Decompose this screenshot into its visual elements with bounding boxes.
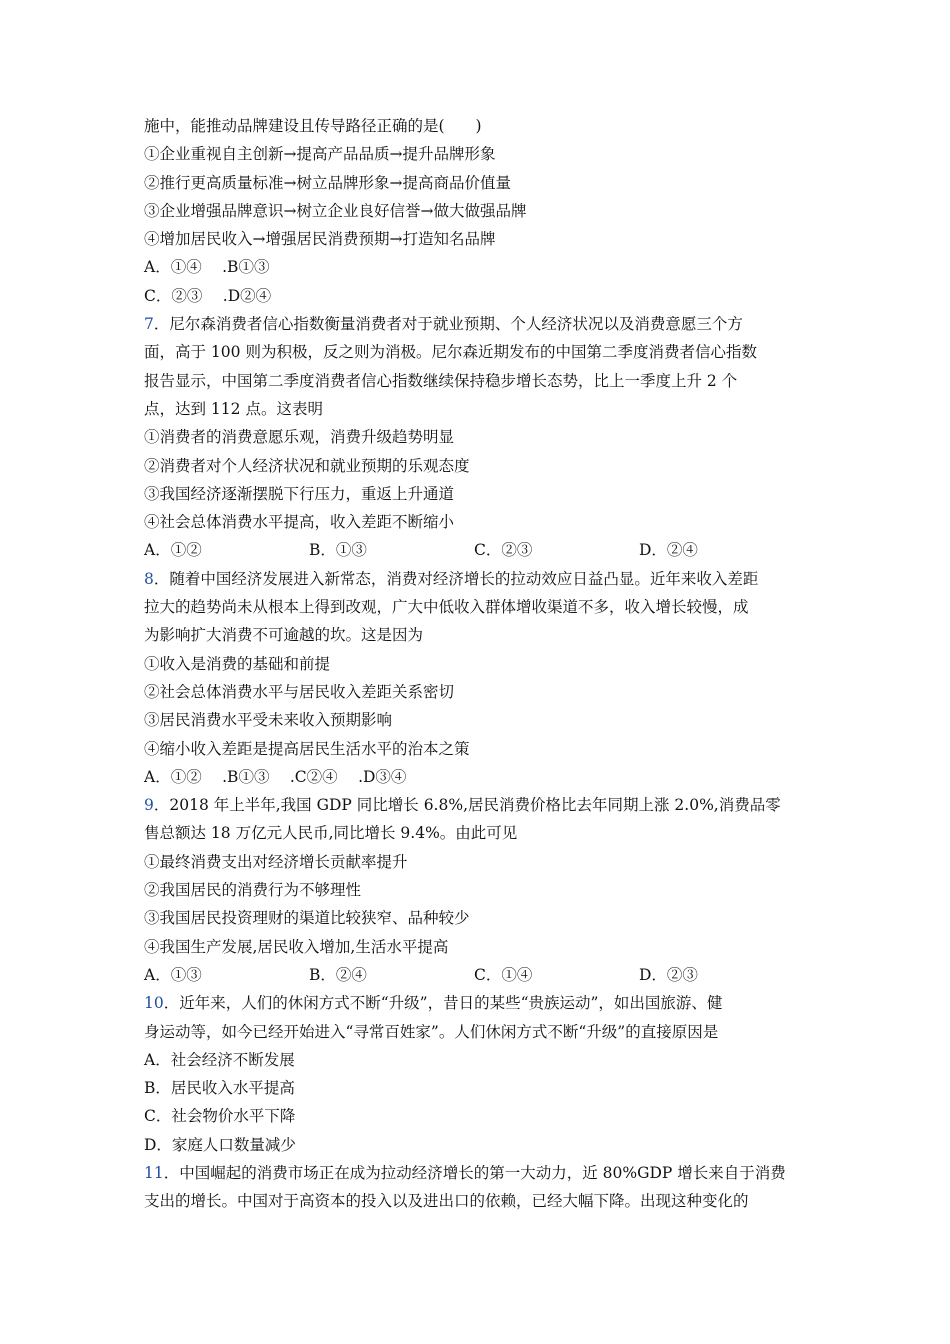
q7-item-3: ③我国经济逐渐摆脱下行压力，重返上升通道: [144, 484, 455, 503]
q8-item-4: ④缩小收入差距是提高居民生活水平的治本之策: [144, 739, 470, 758]
q9-number: 9: [144, 796, 154, 815]
q11-number: 11: [144, 1163, 164, 1182]
q7-options: [144, 536, 816, 564]
q9-option-c: C．①④: [474, 965, 533, 984]
q8-options: A．①② .B①③ .C②④ .D③④: [144, 767, 407, 786]
q10-option-d: D．家庭人口数量减少: [144, 1135, 296, 1154]
q7-option-c: C．②③: [474, 541, 533, 560]
q8-stem-line-1: 8．随着中国经济发展进入新常态，消费对经济增长的拉动效应日益凸显。近年来收入差距: [144, 569, 759, 588]
q8-number: 8: [144, 569, 154, 588]
q8-item-2: ②社会总体消费水平与居民收入差距关系密切: [144, 682, 455, 701]
q9-item-3: ③我国居民投资理财的渠道比较狭窄、品种较少: [144, 909, 470, 928]
q6-item-1: ①企业重视自主创新→提高产品品质→提升品牌形象: [144, 145, 496, 164]
q9-option-d: D．②③: [639, 965, 698, 984]
q7-stem-line-1: 7．尼尔森消费者信心指数衡量消费者对于就业预期、个人经济状况以及消费意愿三个方: [144, 315, 743, 334]
q6-item-2: ②推行更高质量标准→树立品牌形象→提高商品价值量: [144, 173, 511, 192]
q10-option-c: C．社会物价水平下降: [144, 1107, 296, 1126]
q10-number: 10: [144, 994, 164, 1013]
exam-page: [144, 112, 816, 1216]
q10-stem-line-1: 10．近年来，人们的休闲方式不断“升级”，昔日的某些“贵族运动”，如出国旅游、健: [144, 994, 723, 1013]
q8-item-1: ①收入是消费的基础和前提: [144, 654, 331, 673]
q7-number: 7: [144, 315, 154, 334]
q11-stem-line-1: 11．中国崛起的消费市场正在成为拉动经济增长的第一大动力，近 80%GDP 增长来自于消费: [144, 1163, 786, 1182]
q6-options-ab: A．①④ .B①③: [144, 258, 270, 277]
q7-stem-line-4: 点，达到 112 点。这表明: [144, 399, 323, 418]
q9-options: [144, 961, 816, 989]
q6-item-3: ③企业增强品牌意识→树立企业良好信誉→做大做强品牌: [144, 201, 527, 220]
q7-option-a: A．①②: [144, 541, 202, 560]
q6-stem-tail: 施中，能推动品牌建设且传导路径正确的是( ): [144, 117, 482, 135]
q9-stem-line-2: 售总额达 18 万亿元人民币,同比增长 9.4%。由此可见: [144, 824, 518, 843]
q7-item-4: ④社会总体消费水平提高，收入差距不断缩小: [144, 513, 455, 532]
q7-item-2: ②消费者对个人经济状况和就业预期的乐观态度: [144, 456, 470, 475]
q9-item-1: ①最终消费支出对经济增长贡献率提升: [144, 852, 408, 871]
q8-stem-line-3: 为影响扩大消费不可逾越的坎。这是因为: [144, 626, 424, 645]
q7-option-d: D．②④: [639, 541, 698, 560]
q9-stem-line-1: 9．2018 年上半年,我国 GDP 同比增长 6.8%,居民消费价格比去年同期上涨 2.0%,消费品零: [144, 796, 781, 815]
q7-option-b: B．①③: [309, 541, 367, 560]
q6-options-cd: C．②③ .D②④: [144, 286, 272, 305]
q7-stem-line-2: 面，高于 100 则为积极，反之则为消极。尼尔森近期发布的中国第二季度消费者信心指数: [144, 343, 757, 362]
q6-item-4: ④增加居民收入→增强居民消费预期→打造知名品牌: [144, 230, 496, 249]
q8-item-3: ③居民消费水平受未来收入预期影响: [144, 711, 393, 730]
q10-option-b: B．居民收入水平提高: [144, 1079, 295, 1098]
q9-item-2: ②我国居民的消费行为不够理性: [144, 881, 362, 900]
q11-stem-line-2: 支出的增长。中国对于高资本的投入以及进出口的依赖，已经大幅下降。出现这种变化的: [144, 1192, 749, 1211]
q9-option-b: B．②④: [309, 965, 367, 984]
q9-item-4: ④我国生产发展,居民收入增加,生活水平提高: [144, 937, 449, 956]
q7-stem-line-3: 报告显示，中国第二季度消费者信心指数继续保持稳步增长态势，比上一季度上升 2 个: [144, 371, 738, 390]
q7-item-1: ①消费者的消费意愿乐观，消费升级趋势明显: [144, 428, 455, 447]
q8-stem-line-2: 拉大的趋势尚未从根本上得到改观，广大中低收入群体增收渠道不多，收入增长较慢，成: [144, 598, 749, 617]
q10-option-a: A．社会经济不断发展: [144, 1050, 295, 1069]
q10-stem-line-2: 身运动等，如今已经开始进入“寻常百姓家”。人们休闲方式不断“升级”的直接原因是: [144, 1022, 719, 1041]
q9-option-a: A．①③: [144, 965, 202, 984]
